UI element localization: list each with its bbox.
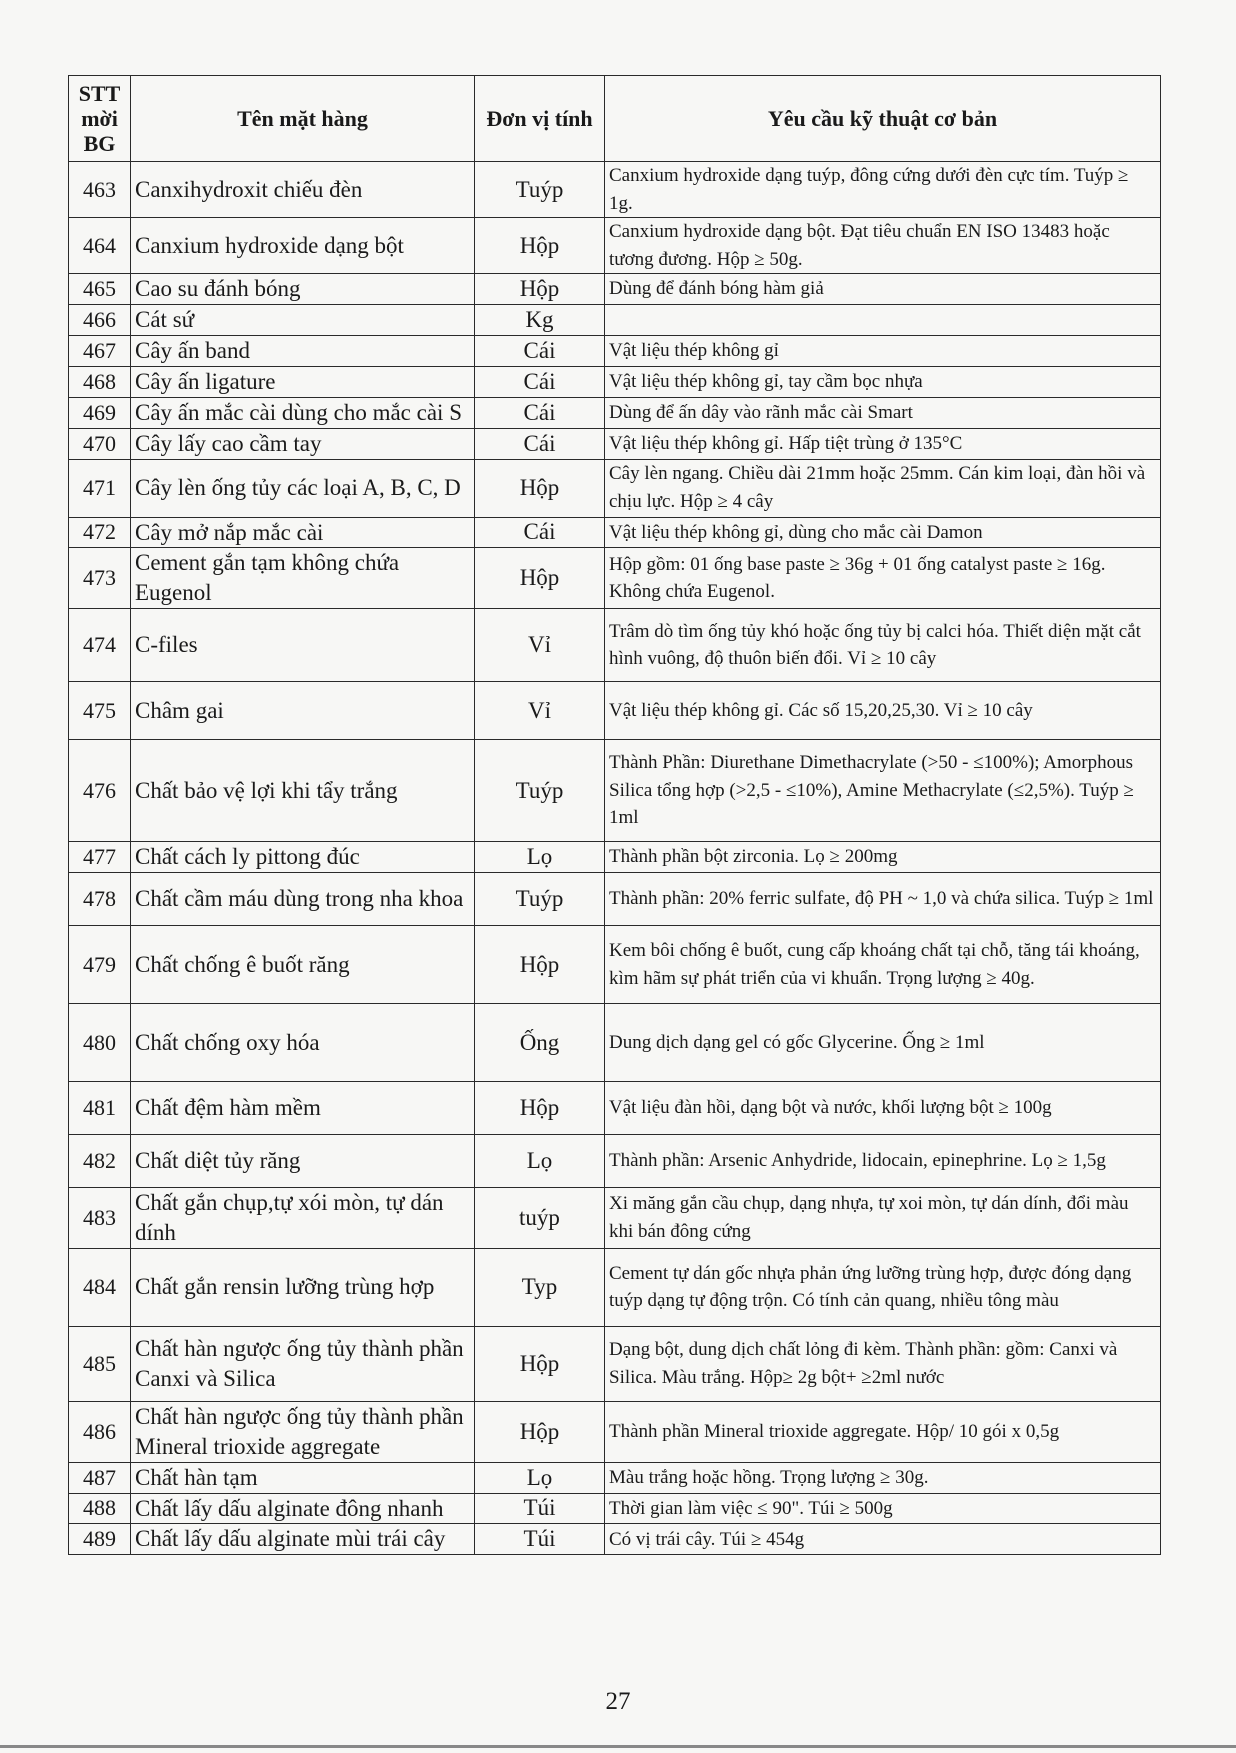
row-stt-cell: 479	[69, 926, 131, 1004]
row-unit-cell: Tuýp	[475, 162, 605, 218]
table-body	[69, 162, 1161, 1555]
row-requirements-cell: Hộp gồm: 01 ống base paste ≥ 36g + 01 ống catalyst paste ≥ 16g. Không chứa Eugenol.	[605, 548, 1161, 609]
table-row	[69, 1326, 1161, 1401]
row-name-cell: Chất cầm máu dùng trong nha khoa	[131, 873, 475, 926]
row-requirements-cell: Dùng để ấn dây vào rãnh mắc cài Smart	[605, 397, 1161, 428]
row-requirements-cell: Vật liệu thép không gỉ. Các số 15,20,25,30. Vỉ ≥ 10 cây	[605, 682, 1161, 740]
table-row	[69, 1004, 1161, 1082]
table-row	[69, 335, 1161, 366]
table-row	[69, 1401, 1161, 1462]
row-stt-cell: 487	[69, 1462, 131, 1493]
row-stt-cell: 483	[69, 1188, 131, 1249]
row-name-cell: Cây lấy cao cầm tay	[131, 428, 475, 459]
row-requirements-cell: Vật liệu thép không gỉ, tay cầm bọc nhựa	[605, 366, 1161, 397]
table-row	[69, 428, 1161, 459]
row-unit-cell: Túi	[475, 1524, 605, 1555]
header-name: Tên mặt hàng	[131, 76, 475, 162]
row-name-cell: Châm gai	[131, 682, 475, 740]
row-name-cell: Cement gắn tạm không chứa Eugenol	[131, 548, 475, 609]
row-unit-cell: Ống	[475, 1004, 605, 1082]
table-row	[69, 740, 1161, 842]
row-name-cell: Cây ấn mắc cài dùng cho mắc cài S	[131, 397, 475, 428]
table-row	[69, 459, 1161, 517]
row-unit-cell: Cái	[475, 397, 605, 428]
row-stt-cell: 481	[69, 1082, 131, 1135]
row-unit-cell: Typ	[475, 1248, 605, 1326]
table-row	[69, 274, 1161, 305]
row-requirements-cell: Vật liệu thép không gỉ, dùng cho mắc cài Damon	[605, 517, 1161, 548]
row-unit-cell: Tuýp	[475, 873, 605, 926]
row-stt-cell: 482	[69, 1135, 131, 1188]
row-unit-cell: Hộp	[475, 218, 605, 274]
row-name-cell: Cây ấn band	[131, 335, 475, 366]
row-requirements-cell: Cement tự dán gốc nhựa phản ứng lưỡng trùng hợp, được đóng dạng tuýp dạng tự động trộn. Có tính cản quang, nhiều tông màu	[605, 1248, 1161, 1326]
row-name-cell: Chất lấy dấu alginate mùi trái cây	[131, 1524, 475, 1555]
row-name-cell: Chất hàn ngược ống tủy thành phần Mineral trioxide aggregate	[131, 1401, 475, 1462]
row-stt-cell: 476	[69, 740, 131, 842]
row-name-cell: Chất gắn chụp,tự xói mòn, tự dán dính	[131, 1188, 475, 1249]
table-row	[69, 548, 1161, 609]
row-requirements-cell	[605, 305, 1161, 336]
row-name-cell: Chất lấy dấu alginate đông nhanh	[131, 1493, 475, 1524]
row-requirements-cell: Canxium hydroxide dạng tuýp, đông cứng dưới đèn cực tím. Tuýp ≥ 1g.	[605, 162, 1161, 218]
row-requirements-cell: Màu trắng hoặc hồng. Trọng lượng ≥ 30g.	[605, 1462, 1161, 1493]
row-requirements-cell: Vật liệu thép không gỉ	[605, 335, 1161, 366]
row-unit-cell: Lọ	[475, 1462, 605, 1493]
table-row	[69, 397, 1161, 428]
row-unit-cell: Cái	[475, 366, 605, 397]
page-number: 27	[605, 1688, 631, 1715]
row-stt-cell: 480	[69, 1004, 131, 1082]
row-requirements-cell: Thành phần: 20% ferric sulfate, độ PH ~ 1,0 và chứa silica. Tuýp ≥ 1ml	[605, 873, 1161, 926]
header-unit: Đơn vị tính	[475, 76, 605, 162]
table-row	[69, 873, 1161, 926]
row-requirements-cell: Cây lèn ngang. Chiều dài 21mm hoặc 25mm. Cán kim loại, đàn hồi và chịu lực. Hộp ≥ 4 cây	[605, 459, 1161, 517]
row-stt-cell: 469	[69, 397, 131, 428]
row-stt-cell: 473	[69, 548, 131, 609]
table-row	[69, 609, 1161, 682]
table-row	[69, 1462, 1161, 1493]
table-row	[69, 1524, 1161, 1555]
row-requirements-cell: Dạng bột, dung dịch chất lỏng đi kèm. Thành phần: gồm: Canxi và Silica. Màu trắng. Hộp≥ 2g bột+ ≥2ml nước	[605, 1326, 1161, 1401]
row-name-cell: Chất hàn ngược ống tủy thành phần Canxi và Silica	[131, 1326, 475, 1401]
row-unit-cell: Lọ	[475, 842, 605, 873]
table-row	[69, 1493, 1161, 1524]
table-row	[69, 162, 1161, 218]
row-stt-cell: 486	[69, 1401, 131, 1462]
table-row	[69, 926, 1161, 1004]
row-requirements-cell: Thành phần bột zirconia. Lọ ≥ 200mg	[605, 842, 1161, 873]
header-stt: STT mời BG	[69, 76, 131, 162]
row-unit-cell: Hộp	[475, 548, 605, 609]
row-unit-cell: Hộp	[475, 1326, 605, 1401]
row-name-cell: Chất chống oxy hóa	[131, 1004, 475, 1082]
row-stt-cell: 468	[69, 366, 131, 397]
table-row	[69, 1082, 1161, 1135]
row-unit-cell: Vỉ	[475, 609, 605, 682]
row-stt-cell: 478	[69, 873, 131, 926]
table-row	[69, 842, 1161, 873]
row-unit-cell: tuýp	[475, 1188, 605, 1249]
row-unit-cell: Hộp	[475, 1401, 605, 1462]
row-name-cell: Cây ấn ligature	[131, 366, 475, 397]
row-unit-cell: Hộp	[475, 459, 605, 517]
row-stt-cell: 475	[69, 682, 131, 740]
row-unit-cell: Cái	[475, 428, 605, 459]
row-stt-cell: 463	[69, 162, 131, 218]
row-unit-cell: Cái	[475, 335, 605, 366]
row-name-cell: Cây mở nắp mắc cài	[131, 517, 475, 548]
row-name-cell: Chất diệt tủy răng	[131, 1135, 475, 1188]
row-requirements-cell: Vật liệu thép không gỉ. Hấp tiệt trùng ở 135°C	[605, 428, 1161, 459]
row-unit-cell: Tuýp	[475, 740, 605, 842]
row-unit-cell: Vỉ	[475, 682, 605, 740]
row-requirements-cell: Xi măng gắn cầu chụp, dạng nhựa, tự xoi mòn, tự dán dính, đổi màu khi bán đông cứng	[605, 1188, 1161, 1249]
row-requirements-cell: Có vị trái cây. Túi ≥ 454g	[605, 1524, 1161, 1555]
items-table	[68, 75, 1161, 1555]
table-row	[69, 366, 1161, 397]
row-stt-cell: 488	[69, 1493, 131, 1524]
row-stt-cell: 484	[69, 1248, 131, 1326]
row-unit-cell: Hộp	[475, 926, 605, 1004]
row-name-cell: Chất bảo vệ lợi khi tẩy trắng	[131, 740, 475, 842]
row-requirements-cell: Canxium hydroxide dạng bột. Đạt tiêu chuẩn EN ISO 13483 hoặc tương đương. Hộp ≥ 50g.	[605, 218, 1161, 274]
bottom-rule	[0, 1745, 1236, 1748]
row-unit-cell: Lọ	[475, 1135, 605, 1188]
table-row	[69, 517, 1161, 548]
row-unit-cell: Cái	[475, 517, 605, 548]
row-name-cell: Chất đệm hàm mềm	[131, 1082, 475, 1135]
row-requirements-cell: Thành phần Mineral trioxide aggregate. Hộp/ 10 gói x 0,5g	[605, 1401, 1161, 1462]
row-name-cell: Cao su đánh bóng	[131, 274, 475, 305]
row-stt-cell: 464	[69, 218, 131, 274]
row-requirements-cell: Thời gian làm việc ≤ 90". Túi ≥ 500g	[605, 1493, 1161, 1524]
row-stt-cell: 467	[69, 335, 131, 366]
row-requirements-cell: Kem bôi chống ê buốt, cung cấp khoáng chất tại chỗ, tăng tái khoáng, kìm hãm sự phát triển của vi khuẩn. Trọng lượng ≥ 40g.	[605, 926, 1161, 1004]
table-header-row	[69, 76, 1161, 162]
row-stt-cell: 466	[69, 305, 131, 336]
table-row	[69, 1188, 1161, 1249]
row-stt-cell: 474	[69, 609, 131, 682]
row-name-cell: Chất chống ê buốt răng	[131, 926, 475, 1004]
table-row	[69, 218, 1161, 274]
row-name-cell: Canxium hydroxide dạng bột	[131, 218, 475, 274]
row-stt-cell: 485	[69, 1326, 131, 1401]
row-stt-cell: 465	[69, 274, 131, 305]
row-requirements-cell: Thành Phần: Diurethane Dimethacrylate (>50 - ≤100%); Amorphous Silica tổng hợp (>2,5 - ≤10%), Amine Methacrylate (≤2,5%). Tuýp ≥ 1ml	[605, 740, 1161, 842]
table-row	[69, 1135, 1161, 1188]
row-requirements-cell: Vật liệu đàn hồi, dạng bột và nước, khối lượng bột ≥ 100g	[605, 1082, 1161, 1135]
row-stt-cell: 477	[69, 842, 131, 873]
row-name-cell: C-files	[131, 609, 475, 682]
row-stt-cell: 471	[69, 459, 131, 517]
row-name-cell: Cây lèn ống tủy các loại A, B, C, D	[131, 459, 475, 517]
table-row	[69, 682, 1161, 740]
row-name-cell: Chất hàn tạm	[131, 1462, 475, 1493]
row-unit-cell: Hộp	[475, 274, 605, 305]
table-row	[69, 1248, 1161, 1326]
row-requirements-cell: Thành phần: Arsenic Anhydride, lidocain, epinephrine. Lọ ≥ 1,5g	[605, 1135, 1161, 1188]
header-requirements: Yêu cầu kỹ thuật cơ bản	[605, 76, 1161, 162]
row-name-cell: Chất cách ly pittong đúc	[131, 842, 475, 873]
table-row	[69, 305, 1161, 336]
row-stt-cell: 472	[69, 517, 131, 548]
row-unit-cell: Túi	[475, 1493, 605, 1524]
row-requirements-cell: Dùng để đánh bóng hàm giả	[605, 274, 1161, 305]
row-unit-cell: Kg	[475, 305, 605, 336]
row-name-cell: Chất gắn rensin lưỡng trùng hợp	[131, 1248, 475, 1326]
row-stt-cell: 489	[69, 1524, 131, 1555]
row-requirements-cell: Dung dịch dạng gel có gốc Glycerine. Ống ≥ 1ml	[605, 1004, 1161, 1082]
row-stt-cell: 470	[69, 428, 131, 459]
row-requirements-cell: Trâm dò tìm ống tủy khó hoặc ống tủy bị calci hóa. Thiết diện mặt cắt hình vuông, độ thuôn biến đổi. Vỉ ≥ 10 cây	[605, 609, 1161, 682]
row-name-cell: Cát sứ	[131, 305, 475, 336]
row-unit-cell: Hộp	[475, 1082, 605, 1135]
row-name-cell: Canxihydroxit chiếu đèn	[131, 162, 475, 218]
